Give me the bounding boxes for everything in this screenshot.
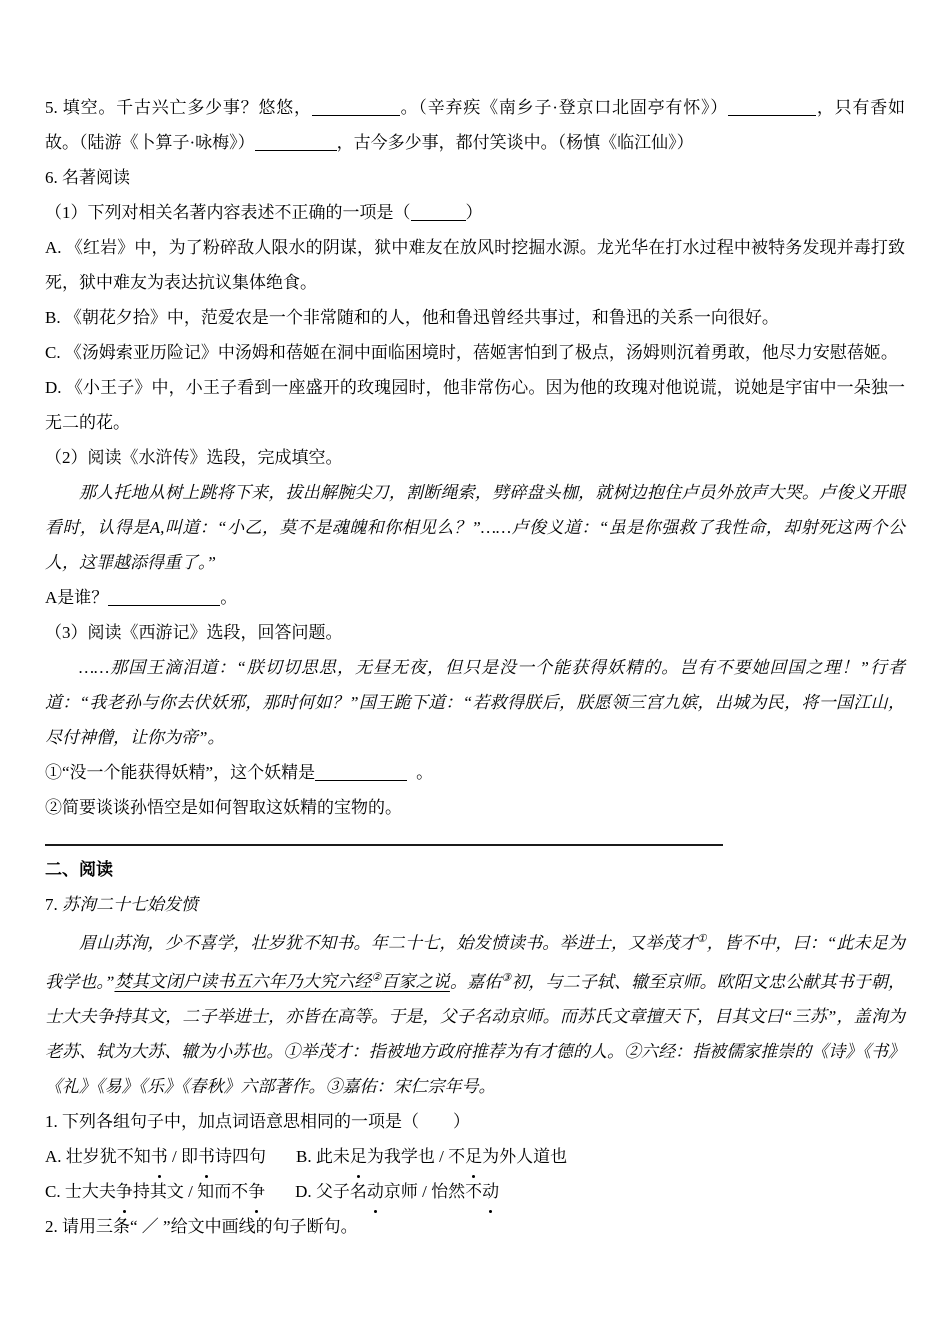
q6-part2-question-text: A是谁？ xyxy=(45,588,109,607)
option-b-text: 为我学也 / 不 xyxy=(366,1147,466,1167)
emphasized-char: 足 xyxy=(465,1139,482,1174)
question-6-title xyxy=(45,160,905,195)
q6-part1-stem xyxy=(45,195,905,230)
blank-line xyxy=(255,132,337,151)
emphasized-char: 争 xyxy=(116,1174,133,1209)
question-6-number: 6. xyxy=(45,168,62,187)
q6-option-a: A. 《红岩》中，为了粉碎敌人限水的阴谋，狱中难友在放风时挖掘水源。龙光华在打水过程中被特务发现并毒打致死，狱中难友为表达抗议集体绝食。 xyxy=(45,238,905,292)
q6-part3-sub2: ②简要谈谈孙悟空是如何智取这妖精的宝物的。 xyxy=(45,798,402,817)
question-5-text-2: 。（辛弃疾《南乡子·登京口北固亭有怀》） xyxy=(399,98,729,117)
q6-part3-label: （3）阅读《西游记》选段，回答问题。 xyxy=(45,623,343,642)
option-b-text: 为外人道也 xyxy=(482,1147,568,1167)
section-2-heading: 二、阅读 xyxy=(45,860,113,879)
question-7-number: 7. xyxy=(45,895,62,914)
q6-part3-sub1-text: ①“没一个能获得妖精”，这个妖精是 xyxy=(45,763,316,782)
q6-part2-passage: 那人托地从树上跳将下来，拔出解腕尖刀，割断绳索，劈碎盘头枷，就树边抱住卢员外放声大哭。卢俊义开眼看时，认得是A,叫道：“小乙，莫不是魂魄和你相见么？”……卢俊义道：“虽是你强救了我性命，却射死这两个公人，这罪越添得重了。” xyxy=(45,483,905,572)
emphasized-char: 足 xyxy=(350,1139,367,1174)
q7-passage xyxy=(45,922,905,1104)
question-5-text-3: ，只有香如故。（陆游《卜算子·咏梅》） xyxy=(45,98,906,152)
emphasized-char: 书 xyxy=(151,1139,168,1174)
q7-sub2: 2. 请用三条“ ／ ”给文中画线的句子断句。 xyxy=(45,1217,358,1237)
answer-blank xyxy=(315,762,407,781)
q7-passage-part-1: 眉山苏洵，少不喜学，壮岁犹不知书。年二十七，始发愤读书。举进士，又举茂才 xyxy=(79,933,697,953)
q6-part2-question xyxy=(45,580,905,615)
question-5-text-1: 填空。千古兴亡多少事？悠悠， xyxy=(62,98,312,117)
option-b-text: B. 此未 xyxy=(296,1147,350,1167)
q6-part1-stem-text: （1）下列对相关名著内容表述不正确的一项是（ xyxy=(45,203,411,222)
underlined-part-2: 百家之说 xyxy=(381,972,450,992)
superscript-note-1: ① xyxy=(696,933,707,945)
question-5-number: 5. xyxy=(45,98,63,117)
q6-option-c: C. 《汤姆索亚历险记》中汤姆和蓓姬在洞中面临困境时，蓓姬害怕到了极点，汤姆则沉着勇敢，他尽力安慰蓓姬。 xyxy=(45,343,898,362)
q7-passage-part-2: ，皆不中，曰：“此未足为我学也。” xyxy=(45,933,905,992)
q7-sub1-options-ab xyxy=(45,1139,905,1174)
option-d-text: D. 父子名 xyxy=(295,1182,367,1202)
section-divider xyxy=(45,844,723,846)
superscript-note-2: ② xyxy=(371,971,382,984)
answer-blank xyxy=(108,587,220,606)
underlined-part-1: 焚其文闭户读书五六年乃大究六经 xyxy=(114,972,372,992)
blank-line xyxy=(312,97,400,116)
blank-line xyxy=(728,97,816,116)
q6-part2-question-end: 。 xyxy=(220,588,238,607)
q6-part2-label: （2）阅读《水浒传》选段，完成填空。 xyxy=(45,448,343,467)
question-7-title xyxy=(45,887,905,922)
superscript-note-3: ③ xyxy=(501,971,512,984)
q7-passage-part-3: 。嘉佑 xyxy=(449,972,502,992)
question-7-title-text: 苏洵二十七始发愤 xyxy=(62,895,198,914)
q6-part3-sub1-end: 。 xyxy=(416,763,434,782)
q6-option-d: D. 《小王子》中，小王子看到一座盛开的玫瑰园时，他非常伤心。因为他的玫瑰对他说谎，说她是宇宙中一朵独一无二的花。 xyxy=(45,378,905,432)
question-5 xyxy=(45,90,905,160)
emphasized-char: 争 xyxy=(248,1174,265,1209)
question-6-title-text: 名著阅读 xyxy=(62,168,130,187)
option-c-text: C. 士大夫 xyxy=(45,1182,116,1202)
q7-sub1-options-cd xyxy=(45,1174,905,1209)
option-a-text: / 即 xyxy=(167,1147,199,1167)
q6-part3-passage: ……那国王滴泪道：“朕切切思思，无昼无夜，但只是没一个能获得妖精的。岂有不要她回国之理！”行者道：“我老孙与你去伏妖邪，那时何如？”国王跪下道：“若救得朕后，朕愿领三宫九嫔，出城为民，将一国江山，尽付神僧，让你为帝”。 xyxy=(45,658,905,747)
q6-option-b: B. 《朝花夕拾》中，范爱农是一个非常随和的人，他和鲁迅曾经共事过，和鲁迅的关系一向很好。 xyxy=(45,308,779,327)
option-d-text: 京师 / 怡然不 xyxy=(383,1182,483,1202)
question-5-text-4: ，古今多少事，都付笑谈中。（杨慎《临江仙》） xyxy=(336,133,694,152)
option-a-text: A. 壮岁犹不知 xyxy=(45,1147,151,1167)
option-a-text: 诗四句 xyxy=(215,1147,267,1167)
answer-blank xyxy=(411,202,466,221)
emphasized-char: 书 xyxy=(198,1139,215,1174)
underlined-sentence xyxy=(114,972,449,991)
emphasized-char: 动 xyxy=(482,1174,499,1209)
emphasized-char: 动 xyxy=(367,1174,384,1209)
q7-sub1-stem: 1. 下列各组句子中，加点词语意思相同的一项是（ ） xyxy=(45,1112,470,1132)
q6-part1-stem-close: ） xyxy=(465,203,483,222)
q6-part3-sub1 xyxy=(45,755,905,790)
option-c-text: 持其文 / 知而不 xyxy=(132,1182,249,1202)
q7-passage-part-4: 初，与二子轼、辙至京师。欧阳文忠公献其书于朝，士大夫争持其文，二子举进士，亦皆在高等。于是，父子名动京师。而苏氏文章擅天下，目其文曰“三苏”，盖洵为老苏、轼为大苏、辙为小苏也。①举茂才：指被地方政府推荐为有才德的人。②六经：指被儒家推崇的《诗》《书》《礼》《易》《乐》《春秋》六部著作。③嘉佑：宋仁宗年号。 xyxy=(45,972,906,1097)
